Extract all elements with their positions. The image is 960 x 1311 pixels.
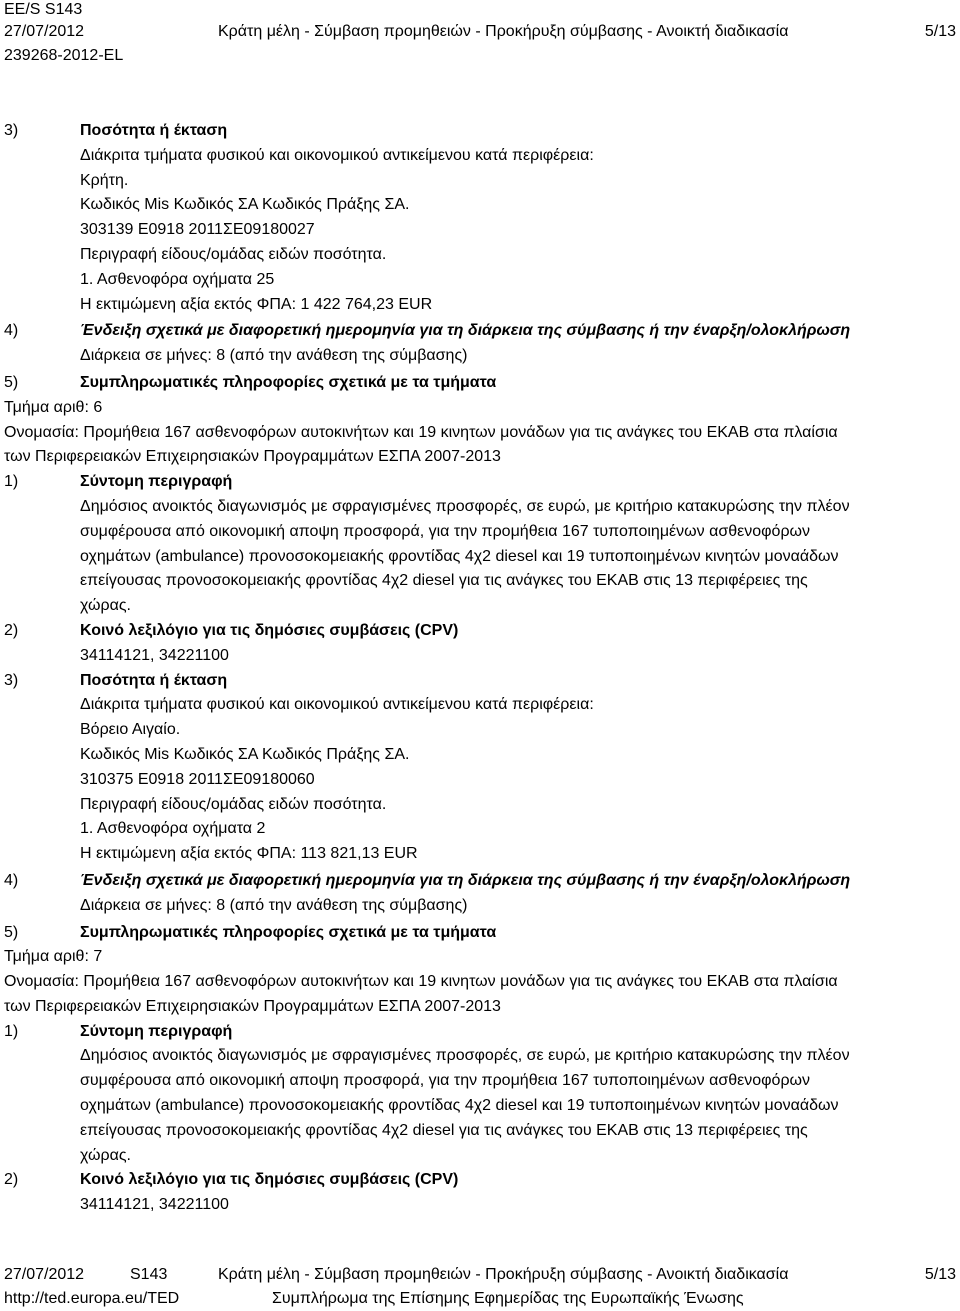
section-line: Κωδικός Mis Κωδικός ΣΑ Κωδικός Πράξης ΣΑ. (80, 745, 410, 763)
section-number: 2) (4, 621, 19, 639)
section-line: Διάρκεια σε μήνες: 8 (από την ανάθεση της σύμβασης) (80, 347, 468, 365)
section-title: Κοινό λεξιλόγιο για τις δημόσιες συμβάσεις (CPV) (80, 1171, 459, 1189)
section-number: 5) (4, 923, 19, 941)
section-line: Δημόσιος ανοικτός διαγωνισμός με σφραγισμένες προσφορές, σε ευρώ, με κριτήριο κατακυρώσης την πλέον (80, 1047, 850, 1065)
section-cpv (4, 1168, 956, 1218)
section-line: χώρας. (80, 597, 131, 615)
section-line: επείγουσας προνοσοκομειακής φροντίδας 4χ2 diesel για τις ανάγκες του ΕΚΑΒ στις 13 περιφέρειες της (80, 572, 808, 590)
section-quantity (4, 119, 956, 317)
section-line: 34114121, 34221100 (80, 646, 229, 664)
section-line: Δημόσιος ανοικτός διαγωνισμός με σφραγισμένες προσφορές, σε ευρώ, με κριτήριο κατακυρώσης την πλέον (80, 497, 850, 515)
section-line: Η εκτιμώμενη αξία εκτός ΦΠΑ: 1 422 764,23 EUR (80, 295, 433, 313)
section-title: Ποσότητα ή έκταση (80, 122, 228, 139)
lot-name-cont: των Περιφερειακών Επιχειρησιακών Προγραμμάτων ΕΣΠΑ 2007-2013 (4, 997, 501, 1015)
section-line: 303139 Ε0918 2011ΣΕ09180027 (80, 221, 315, 239)
section-additional-info (4, 921, 956, 946)
notice-body (4, 119, 956, 1218)
section-short-description (4, 1020, 956, 1169)
section-quantity (4, 669, 956, 867)
header-page-number: 5/13 (924, 23, 956, 40)
section-additional-info (4, 371, 956, 396)
section-title: Ένδειξη σχετικά με διαφορετική ημερομηνία για τη διάρκεια της σύμβασης ή την έναρξη/ολοκλήρωση (80, 322, 851, 340)
section-title: Σύντομη περιγραφή (80, 473, 233, 491)
footer-title: Κράτη μέλη - Σύμβαση προμηθειών - Προκήρυξη σύμβασης - Ανοικτή διαδικασία (218, 1266, 789, 1283)
header-title: Κράτη μέλη - Σύμβαση προμηθειών - Προκήρυξη σύμβασης - Ανοικτή διαδικασία (218, 23, 789, 40)
header-notice-id: 239268-2012-EL (4, 47, 124, 64)
footer-url-link[interactable]: http://ted.europa.eu/TED (4, 1290, 180, 1307)
footer-page-number: 5/13 (924, 1266, 956, 1283)
section-line: Διάκριτα τμήματα φυσικού και οικονομικού αντικείμενου κατά περιφέρεια: (80, 696, 594, 714)
lot-name: Ονομασία: Προμήθεια 167 ασθενοφόρων αυτοκινήτων και 19 κινητων μονάδων για τις ανάγκες του ΕΚΑΒ στα πλαίσια (4, 973, 838, 991)
header-date: 27/07/2012 (4, 23, 85, 40)
section-line: 1. Ασθενοφόρα οχήματα 2 (80, 820, 266, 838)
section-line: Διάρκεια σε μήνες: 8 (από την ανάθεση της σύμβασης) (80, 896, 468, 914)
section-number: 4) (4, 871, 19, 889)
section-line: οχημάτων (ambulance) προνοσοκομειακής φροντίδας 4χ2 diesel και 19 τυποποιημένων κινητών μοναάδων (80, 1097, 839, 1115)
lot-7 (4, 945, 956, 1218)
section-title: Ένδειξη σχετικά με διαφορετική ημερομηνία για τη διάρκεια της σύμβασης ή την έναρξη/ολοκλήρωση (80, 871, 851, 889)
section-number: 1) (4, 473, 19, 491)
section-line: συμφέρουσα από οικονομική αποψη προσφορά, για την προμήθεια 167 τυποποιημένων ασθενοφόρων (80, 1072, 811, 1090)
section-number: 5) (4, 373, 19, 391)
section-line: χώρας. (80, 1146, 131, 1164)
section-line: επείγουσας προνοσοκομειακής φροντίδας 4χ2 diesel για τις ανάγκες του ΕΚΑΒ στις 13 περιφέρειες της (80, 1121, 808, 1139)
section-line: Διάκριτα τμήματα φυσικού και οικονομικού αντικείμενου κατά περιφέρεια: (80, 146, 594, 164)
lot-number: Τμήμα αριθ: 7 (4, 948, 103, 966)
section-title: Κοινό λεξιλόγιο για τις δημόσιες συμβάσεις (CPV) (80, 621, 459, 639)
section-number: 1) (4, 1022, 19, 1040)
section-duration (4, 319, 956, 369)
footer-doc-series: S143 (130, 1266, 168, 1283)
section-line: Κρήτη. (80, 171, 129, 189)
section-line: 34114121, 34221100 (80, 1196, 229, 1214)
section-short-description (4, 470, 956, 619)
header-doc-series: EE/S S143 (4, 1, 83, 18)
lot-number: Τμήμα αριθ: 6 (4, 398, 103, 416)
section-line: οχημάτων (ambulance) προνοσοκομειακής φροντίδας 4χ2 diesel και 19 τυποποιημένων κινητών μοναάδων (80, 547, 839, 565)
section-number: 3) (4, 122, 19, 139)
section-title: Συμπληρωματικές πληροφορίες σχετικά με τα τμήματα (80, 923, 497, 941)
section-title: Ποσότητα ή έκταση (80, 671, 228, 689)
section-line: 1. Ασθενοφόρα οχήματα 25 (80, 270, 275, 288)
footer-date: 27/07/2012 (4, 1266, 85, 1283)
section-title: Σύντομη περιγραφή (80, 1022, 233, 1040)
lot-name-cont: των Περιφερειακών Επιχειρησιακών Προγραμμάτων ΕΣΠΑ 2007-2013 (4, 448, 501, 466)
section-line: Περιγραφή είδους/ομάδας ειδών ποσότητα. (80, 245, 387, 263)
section-number: 4) (4, 322, 19, 340)
section-line: Περιγραφή είδους/ομάδας ειδών ποσότητα. (80, 795, 387, 813)
footer-supplement: Συμπλήρωμα της Επίσημης Εφημερίδας της Ευρωπαϊκής Ένωσης (272, 1290, 744, 1307)
section-line: Κωδικός Mis Κωδικός ΣΑ Κωδικός Πράξης ΣΑ. (80, 196, 410, 214)
section-number: 3) (4, 671, 19, 689)
section-number: 2) (4, 1171, 19, 1189)
section-title: Συμπληρωματικές πληροφορίες σχετικά με τα τμήματα (80, 373, 497, 391)
lot-name: Ονομασία: Προμήθεια 167 ασθενοφόρων αυτοκινήτων και 19 κινητων μονάδων για τις ανάγκες του ΕΚΑΒ στα πλαίσια (4, 423, 838, 441)
section-line: Η εκτιμώμενη αξία εκτός ΦΠΑ: 113 821,13 EUR (80, 845, 418, 863)
section-line: 310375 Ε0918 2011ΣΕ09180060 (80, 770, 315, 788)
lot-6 (4, 396, 956, 946)
section-duration (4, 869, 956, 919)
section-cpv (4, 619, 956, 669)
section-line: συμφέρουσα από οικονομική αποψη προσφορά, για την προμήθεια 167 τυποποιημένων ασθενοφόρων (80, 522, 811, 540)
section-line: Βόρειο Αιγαίο. (80, 721, 181, 739)
